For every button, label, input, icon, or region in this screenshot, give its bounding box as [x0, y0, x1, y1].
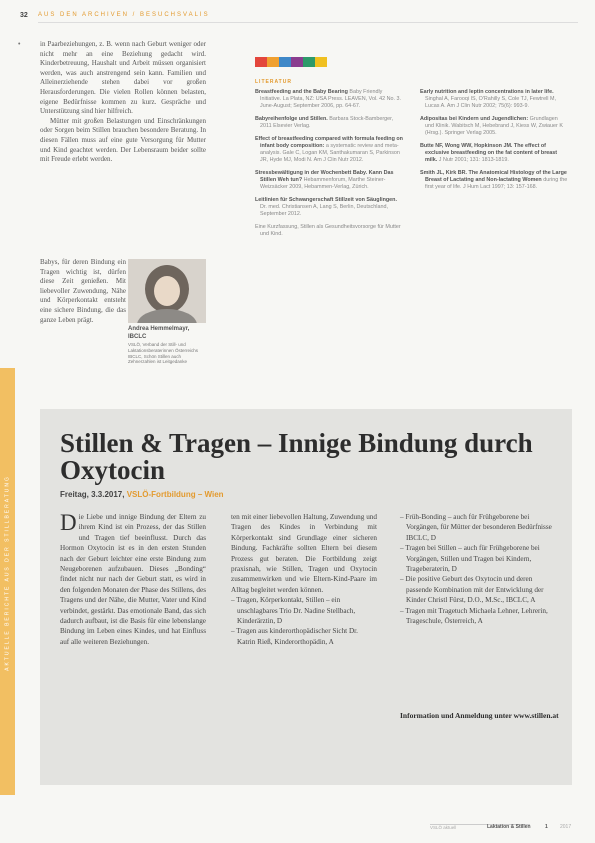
lit-ref: a systematic review and meta-analysis. Gale C, Logan KM, Santhakumaran S, Parkinson JR, Hyde MJ, Modi N. Am J Clin Nutr 2012.	[260, 143, 400, 163]
header-divider	[38, 22, 578, 23]
color-swatch	[291, 57, 303, 67]
lit-title: Early nutrition and leptin concentrations in later life.	[420, 89, 554, 95]
literature-item	[255, 197, 403, 218]
drop-cap: D	[60, 510, 77, 535]
lit-ref: Hebammenforum, Marthe Steiner-Weizsäcker 2009, Hebammen-Verlag, Zürich.	[260, 177, 386, 190]
lit-ref: J Nutr 2001; 131: 1813-1819.	[438, 157, 509, 163]
lit-title: Leitlinien für Schwangerschaft Stillzeit von Säuglingen.	[255, 197, 397, 203]
left-article-lower-text	[40, 258, 126, 325]
literature-item	[420, 89, 568, 110]
lit-ref: Eine Kurzfassung, Stillen als Gesundheitsvorsorge für Mutter und Kind.	[255, 224, 401, 237]
program-list	[231, 595, 377, 647]
color-swatch	[279, 57, 291, 67]
literature-item	[255, 89, 403, 110]
literature-item	[255, 224, 403, 238]
program-item: – Tragen bei Stillen – auch für Frühgeborene bei Vorgängen, Stillen und Tragen bei Kindern, Trageberaterin, D	[400, 543, 558, 574]
lit-title: Stressbewältigung in der Wochenbett Baby. Kann Das Stillen Weh tun?	[255, 170, 394, 183]
lit-ref: Baby Friendly Initiative. La Plata, NZ: USA Press. LEAVEN, Vol. 42 No. 3. June-August; September 2006, pp. 64-67.	[260, 89, 402, 109]
event-date: Freitag, 3.3.2017,	[60, 490, 125, 499]
event-intro	[60, 512, 206, 647]
left-article-text	[40, 40, 206, 165]
lit-ref: during the first year of life. J Hum Lact 1997; 13: 157-168.	[425, 177, 568, 190]
program-item: – Früh-Bonding – auch für Frühgeborene bei Vorgängen, für Mütter der besonderen Bedürfnisse IBCLC, D	[400, 512, 558, 543]
event-intro-text: ie Liebe und innige Bindung der Eltern zu ihrem Kind ist ein Prozess, der das Stillen und Tragen tief beeinflusst. Durch das Hormon Oxytocin ist es in den ersten Stunden nach der Geburt leichter eine erste Bindung zum Neugeborenen aufzubauen. Dieses „Bonding“ findet nicht nur nach der Geburt statt, es wird in den folgenden Monaten der Phase des Stillens, des Tragens und der Nähe, die Mutter, Vater und Kind verbindet, gestärkt. Das emotionale Band, das sich dadurch aufbaut, ist die Basis für eine lebenslange Bindung im Leben eines Kindes, und hat Einfluss auf alle weiteren Beziehungen.	[60, 513, 206, 646]
event-location: VSLÖ-Fortbildung – Wien	[126, 490, 224, 499]
event-subtitle	[60, 490, 224, 499]
author-photo	[128, 259, 206, 323]
program-item: – Tragen aus kinderorthopädischer Sicht Dr. Katrin Rieß, Kinderorthopädin, A	[231, 626, 377, 647]
literature-item	[255, 136, 403, 164]
event-column-1	[60, 512, 206, 647]
lit-title: Smith JL, Kirk BR. The Anatomical Histology of the Large Breast of Lactating and Non-lactating Women	[420, 170, 567, 183]
lit-title: Adipositas bei Kindern und Jugendlichen:	[420, 116, 529, 122]
program-item: – Die positive Geburt des Oxytocin und deren passende Kombination mit der Entwicklung der Kinder Christl Fürst, D.O., M.Sc., IBCLC, A	[400, 574, 558, 605]
lit-title: Effect of breastfeeding compared with formula feeding on infant body composition:	[255, 136, 403, 149]
bullet-marker: •	[18, 41, 21, 48]
program-list	[400, 512, 558, 626]
lit-title: Breastfeeding and the Baby Bearing	[255, 89, 348, 95]
lit-title: Babyreihenfolge und Stillen.	[255, 116, 328, 122]
literature-column-1	[255, 89, 403, 244]
program-item: – Tragen, Körperkontakt, Stillen – ein unschlagbares Trio Dr. Nadine Stellbach, Kinderärztin, D	[231, 595, 377, 626]
literature-item	[255, 170, 403, 191]
section-title: AUS DEN ARCHIVEN / BESUCHSVALIS	[38, 12, 210, 18]
lit-ref: Dr. med. Christiansen A, Lang S, Berlin, Deutschland, September 2012.	[260, 204, 388, 217]
event-column-3	[400, 512, 558, 626]
photo-caption-text: VSLÖ, Verband der Still- und Laktationsberaterinnen Österreichs IBCLC, Schön Stillen auch Zehnerzahlen ist Leitgedanke	[128, 342, 199, 365]
lit-ref: Barbara Stock-Bamberger, 2011 Elsevier Verlag.	[260, 116, 394, 129]
footer-year: 2017	[560, 824, 572, 830]
color-swatch	[255, 57, 267, 67]
program-item: – Tragen mit Tragetuch Michaela Lehner, Lehrerin, Trageschule, Österreich, A	[400, 606, 558, 627]
literature-item	[420, 116, 568, 137]
literature-item	[420, 170, 568, 191]
footer-label: VSLÖ aktuell	[430, 825, 457, 830]
event-title: Stillen & Tragen – Innige Bindung durch Oxytocin	[60, 428, 533, 485]
literature-item	[255, 116, 403, 130]
page-number: 32	[20, 12, 28, 19]
literature-item	[420, 143, 568, 164]
left-article-paragraph: Mütter mit großen Belastungen und Einschränkungen oder Sorgen beim Stillen brauchen besondere Beratung. In diesen Fällen muss auf eine gute Versorgung für Mutter und Kind geachtet werden. Der Lebensraum beider sollte mit Freude erlebt werden.	[40, 116, 206, 164]
color-swatch	[315, 57, 327, 67]
literature-column-2	[420, 89, 568, 197]
lit-ref: Singhal A, Farooqi IS, O'Rahilly S, Cole TJ, Fewtrell M, Lucas A. Am J Clin Nutr 2002; 75(6): 993-9.	[425, 96, 556, 109]
color-bar	[255, 57, 327, 67]
footer-issue: 1	[545, 824, 548, 830]
color-swatch	[267, 57, 279, 67]
footer-title: Laktation & Stillen	[487, 824, 531, 830]
lit-title: Butte NF, Wong WW, Hopkinson JM. The effect of exclusive breastfeeding on the fat content of breast milk.	[420, 143, 558, 163]
event-column-2-text: ten mit einer liebevollen Haltung, Zuwendung und Tragen des Kindes in Verbindung mit Körperkontakt sind Grundlage einer sicheren Bindung. Fachkräfte sollten Eltern bei diesem Prozess gut beraten. Die Fortbildung zeigt praxisnah, wie Stillen, Tragen und Oxytocin zusammenwirken und wie Eltern-Kind-Paare im Alltag begleitet werden können.	[231, 513, 377, 594]
portrait-image	[128, 259, 206, 323]
literature-heading: LITERATUR	[255, 79, 292, 85]
left-article-paragraph: in Paarbeziehungen, z. B. wenn nach Geburt weniger oder nicht mehr an eine Beziehung gedacht wird. Kinderbetreuung, Haushalt und Arbeit müssen organisiert werden, was auch anstrengend sein kann. Familien und Alleinerziehende stehen dabei vor großen Herausforderungen. Die vielen Rollen können belasten, eigene Bedürfnisse kommen zu kurz. Gespräche und Unterstützung sind hier hilfreich.	[40, 40, 206, 116]
event-column-2	[231, 512, 377, 647]
left-article-lower-paragraph: Babys, für deren Bindung ein Tragen wichtig ist, dürfen diese Zeit genießen. Mit liebevoller Zuwendung, Nähe und Körperkontakt entsteht eine sichere Bindung, die das ganze Leben prägt.	[40, 258, 126, 324]
photo-caption-name: Andrea Hemmelmayr, IBCLC	[128, 326, 190, 340]
event-info-link[interactable]: Information und Anmeldung unter www.stillen.at	[400, 711, 559, 720]
lit-ref: Grundlagen und Klinik. Wabitsch M, Hebebrand J, Kiess W, Zwiauer K (Hrsg.). Springer Verlag 2005.	[425, 116, 563, 136]
sidebar-strip-text: AKTUELLE BERICHTE AUS DER STILLBERATUNG	[4, 475, 11, 671]
color-swatch	[303, 57, 315, 67]
